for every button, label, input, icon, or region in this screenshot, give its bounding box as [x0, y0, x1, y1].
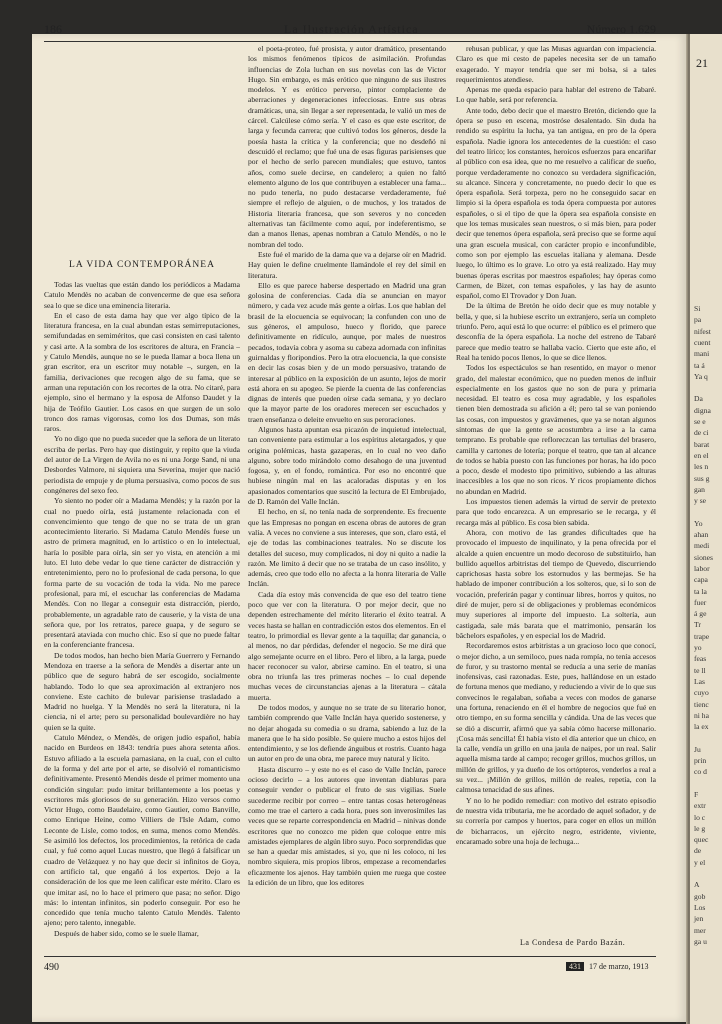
text-column-3 — [456, 44, 656, 938]
next-page-fragment: Ju — [694, 744, 701, 754]
next-page-fragment: mani — [694, 349, 710, 359]
next-page-fragment: F — [694, 789, 699, 799]
header-page-number: 186 — [44, 22, 62, 36]
paragraph: De todos modos, han hecho bien María Guerrero y Fernando Mendoza en traerse a la señora de Mendès a disertar ante un público que de seguro habrá de ser escogido, socialmente hablando. Todo lo que sea aproximación al extranjero nos conviene. Este cachito de bulevar parisiense trasladado a Madrid no huelga. Y la Mendès no será la literatura, ni la ciencia, ni el arte; pero su personalidad boulevardière no hay quien se la quite. — [44, 650, 240, 732]
paragraph: Cada día estoy más convencida de que eso del teatro tiene poco que ver con la literatura. O por mejor decir, que no dependen estrechamente del mérito literario el éxito teatral. A veces hasta se hallan en contradicción estos dos elementos. En el teatro, lo primordial es llevar gente a la taquilla; dar ganancia, o al menos, no dar pérdidas, defender el negocio. Se me dirá que algo semejante ocurre en el libro. Pero el libro, a la larga, puede hacer reconocer su valor, abrirse camino. En el teatro, si una obra no triunfa las tres primeras noches – lo cual depende muchas veces de circunstancias ajenas a la literatura – cátala muerta. — [248, 589, 446, 702]
blank-illustration-area — [44, 50, 240, 260]
next-page-fragment: barat — [694, 439, 710, 449]
next-page-fragment: labor — [694, 563, 710, 573]
paragraph: De la última de Bretón he oído decir que es muy notable y bella, y que, si la hubiese escrito un extranjero, sería un completo triunfo. Pero, aquí está lo que ocurre: el público es el primero que desconfía de la ópera española. La noche del estreno de Tabaré parece que medio teatro se hallaba vacío. Cierto que este año, el Real ha tenido pocos llenos, lo que se dice llenos. — [456, 301, 656, 362]
header-title: La Ilustración Artística — [284, 22, 419, 36]
next-page-fragment: medi — [694, 541, 710, 551]
footer-issue-date — [566, 962, 649, 971]
footer-date: 17 de marzo, 1913 — [589, 962, 649, 971]
next-page-fragment: ga u — [694, 936, 707, 946]
next-page-fragment: Las — [694, 676, 705, 686]
next-page-fragment: siones — [694, 552, 713, 562]
next-page-fragment: cuyo — [694, 688, 709, 698]
paragraph: Ante todo, debo decir que el maestro Bretón, diciendo que la ópera se puso en escena, mostróse desalentado. Sin duda ha rendido su espíritu la lucha, ya tan antigua, en pro de la ópera española. Nadie ignora los antecedentes de la cuestión: el caso del teatro lírico; los constantes, heroicos esfuerzos para encariñar al público con esa idea, que no me resuelvo a calificar de sueño, porque verdaderamente no conozco su verdadera significación, su alcance. Sincera y concretamente, no puedo decir lo que es ópera española. Será torpeza, pero no he conseguido sacar en limpio si la ópera española es toda ópera compuesta por autores españoles, o si el tipo de que la ópera sea española consiste en que los temas musicales sean nuestros, o si más bien, para poder decir que tenemos ópera española, será preciso que se forme aquí una gran escuela musical, con carácter propio e inconfundible, como son por ejemplo las escuelas italiana y alemana. Desde luego, lo último es lo grave. Lo otro ya está realizado. Hay muy buenas óperas escritas por maestros españoles; hay óperas como Carmen, de Bizet, con temas españoles, y las hay de asunto español, como El Trovador y Don Juan. — [456, 105, 656, 301]
next-page-fragment: ni ha — [694, 710, 709, 720]
next-page-fragment: gan — [694, 484, 705, 494]
next-page-fragment: ta la — [694, 586, 707, 596]
next-page-fragment: se e — [694, 417, 706, 426]
section-title: LA VIDA CONTEMPORÁNEA — [69, 260, 215, 270]
footer-page-number: 490 — [44, 962, 59, 973]
next-page-fragment: prin — [694, 756, 707, 765]
next-page-fragment: extr — [694, 801, 706, 811]
next-page-fragment: trape — [694, 631, 710, 641]
next-page-fragment: gob — [694, 891, 706, 901]
paragraph: Yo siento no poder oír a Madama Mendès; y la razón por la cual no puedo oírla, está justamente relacionada con el convencimiento que tengo de que no se trata de un gran acontecimiento literario. Si Madama Catulo Mendès fuese un astro de primera magnitud, en lo artístico o en lo intelectual, haría lo posible para oírla, sin ser yo vista, en atención a mi luto. El luto debe vedar lo que tiene carácter de distracción y entretenimiento, pero no lo profesional de cada persona, lo que forma parte de su vocación de toda la vida. No me parece profesional, para mí, el escuchar las conferencias de Madama Mendès. Con no llegar a conseguir esta distracción, pierdo, probablemente, un agradable rato de causerie, y la vista de una señora que, por los retratos, parece guapa, y de seguro se presentará ataviada con mucho chic. Eso sí que no puede faltar en la conferenciante francesa. — [44, 496, 240, 650]
next-page-fragment: pa — [694, 315, 702, 325]
paragraph: Ello es que parece haberse despertado en Madrid una gran golosina de conferencias. Cada día se anuncian en mayor número, y cada vez acude más gente a oírlas. Los que hablan del brasil de la elocuencia se equivocan; la confunden con uno de sus géneros, el ampuloso, hueco y florido, que parece definitivamente en ridículo, aunque, por males de nuestros pecados, todavía cobra y asoma su cabeza adornada con infinitas guirnaldas y floripondios. Pero la otra elocuencia, la que consiste en decir las cosas bien y de un modo persuasivo, tratando de interesar al público en la exposición de un asunto, lejos de morir está ahora en su apogeo. Se pierde la cuenta de las conferencias dignas de interés que pueden oírse cada semana, y yo declaro que la mayor parte de los oradores merecen ser escuchados y traen enseñanza o deleite envuelto en sus peroraciones. — [248, 280, 446, 424]
next-page-fragment: ta á — [694, 360, 705, 370]
next-page-fragment: y el — [694, 857, 706, 867]
next-page-fragment: feas — [694, 654, 707, 664]
text-column-1 — [44, 280, 240, 954]
paragraph: Todas las vueltas que están dando los periódicos a Madama Catulo Mendès no acaban de convencerme de que esa señora sea lo que se dice una eminencia literaria. — [44, 280, 240, 310]
next-page-fragment: mer — [694, 925, 706, 935]
next-page-fragment: digna — [694, 405, 711, 415]
header-rule — [44, 41, 656, 42]
paragraph: Ahora, con motivo de las grandes dificultades que ha provocado el impuesto de inquilinato, y la pena ofrecida por el alcalde a quien encuentre un modo decoroso de substituirlo, han bullido aquellos arbitristas del tiempo de Quevedo, discurriendo caprichosas hasta sobre los estornudos y las bermejas. Se ha hablado de imponer contribución a los solteros, que, si lo son de vocación, preferirán pagar y continuar libres, horros y quitos, no diré de mujer, pero sí de obligaciones y problemas económicos muy superiores al importe del impuesto. La soltería, aun castigada, sale más barata que el matrimonio, pensarán los bâchelors españoles, y en especial los de Madrid. — [456, 527, 656, 640]
next-page-fragment: Yo — [694, 518, 703, 528]
footer-issue-box: 431 — [566, 962, 584, 971]
next-page-fragment: co d — [694, 767, 707, 777]
paragraph: Y no lo he podido remediar: con motivo del estrato episodio de nuestra vida tributaria, me he acordado de aquel soñador, y de su correría por campos y huertos, para coger en ellos un millón de bicharracos, un ejército negro, estridente, viviente, encaramado sobre una hoja de lechuga... — [456, 795, 656, 846]
next-page-fragment: capa — [694, 575, 708, 585]
header-issue-number: Número 1.629 — [586, 22, 656, 36]
next-page-fragment: Da — [694, 394, 703, 404]
next-page-fragment: fuer — [694, 597, 707, 607]
next-page-fragment: de ci — [694, 428, 709, 438]
next-page-edge — [690, 34, 722, 1024]
next-page-fragment: sus g — [694, 473, 710, 483]
next-page-fragment: jen — [694, 914, 704, 924]
next-page-fragment: yo — [694, 643, 702, 652]
next-page-fragment: quec — [694, 835, 709, 845]
next-page-fragment: de — [694, 846, 702, 856]
paragraph: Yo no digo que no pueda suceder que la señora de un literato escriba de perlas. Pero hay que distinguir, y repito que la viuda del autor de La Virgen de Avila no es ni una Jorge Sand, ni una Desbordes Valmore, ni siquiera una Severina, mujer que nació periodista de empuje y de pluma persuasiva, como pocos de sus congéneres del sexo feo. — [44, 434, 240, 495]
text-column-2 — [248, 44, 446, 954]
next-page-number: 21 — [696, 56, 708, 70]
footer-rule — [44, 956, 656, 957]
next-page-fragment: Si — [694, 304, 701, 313]
next-page-fragment: les n — [694, 462, 709, 472]
paragraph: Catulo Méndez, o Mendès, de origen judío español, había nacido en Burdeos en 1843: tendría pues ahora setenta años. Estuvo afiliado a la escuela parnasiana, en la cual, con el culto de la forma y del arte por el arte, se disolvió el romanticismo definitivamente. Presentó Mendès desde el primer momento una condición singular: pudo imitar brillantemente a los poetas y escritores más gloriosos de su generación. Hizo versos como Victor Hugo, como Baudelaire, como Gautier, como Banville, como Enrique Heine, como Villiers de l'Isle Adam, como Leconte de Lisle, como todos, en suma, menos como Mendès. Se asimiló los defectos, los procedimientos, la retórica de cada cual, y fué como aquel Lucas nuestro, que llegó á falsificar un cuadro de Velázquez y no hay que decir si infinitos de Goya, con artificio tal, que engañó á los expertos. Dejo a la consideración de los que me leen calificar este mérito. Claro es que imitar así, no lo hace el primero que pasa; no señor. Digo más: lo intentan infinitos, sin poderlo conseguir. Por eso he concedido que tenía mucho talento Catulo Mendès. Talento ajeno; pero talento, innegable. — [44, 733, 240, 928]
author-signature: La Condesa de Pardo Bazán. — [520, 938, 626, 947]
paragraph: En el caso de esta dama hay que ver algo típico de la literatura francesa, en la cual abundan estas semirreputaciones, semifundadas en semiméritos, que casi consisten en casi talento y casi arte. A la sombra de los escritores de altura, en Francia – y Catulo Mendès, aunque no se le pueda llamar a boca llena un gran escritor, era un escritor muy notable –, surgen, en la familia, derivaciones que recogen algo de su fama, que se arman una reputación con los recortes de la otra. No citaré, para ejemplo, sino el hermano y la esposa de Alfonso Daudet y la hija de Teófilo Gautier. Los casos en que surgen de un solo tronco dos ramas vigorosas, como los dos Dumas, son más raros. — [44, 310, 240, 434]
paragraph: Algunos hasta apuntan esa picazón de inquietud intelectual, tan conveniente para estimular a los espíritus aletargados, y que origina polémicas, hasta gazaperas, en lo cual no veo daño alguno, sobre todo mirándolo como desahogo de una juventud fogosa, y, en el fondo, romántica. Por eso no encontré que hubiese ningún mal en las acaloradas disputas y en los apasionados comentarios que suscitó la lectura de El Embrujado, de D. Ramón del Valle Inclán. — [248, 424, 446, 507]
running-header — [44, 22, 656, 40]
next-page-fragment: á ge — [694, 609, 707, 619]
next-page-fragment: en el — [694, 450, 709, 460]
paragraph: Recordaremos estos arbitristas a un gracioso loco que conocí, o mejor dicho, a un semiloco, pues nada rompía, no tenía accesos de furor, y su trastorno mental se reducía a una serie de manías inofensivas, casi razonadas. Este, pues, hallándose en un estado de fortuna menos que mediano, y reduciendo a vivir de lo que sus convecinos le regalaban, soñaba a veces con modos de ganarse una fortuna, renaciendo en él el hombre de negocios que fué en otro tiempo, en su forma sencilla y cándida. Una de las veces que se dió a discurrir, afirmó que ya sabía cómo hacerse millonario. ¡Cosa más sencilla! Él había visto el día anterior que un chico, en la calle, vendía un grillo en una jaula de naipes, por un real. Salir aquella misma tarde al campo; recoger grillos, muchos grillos, un millón de grillos, y ya dueño de los ortópteros, venderlos a real a su vez... ¡Millón de grillos, millón de reales, repetía, con la calmosa tenacidad de sus afines. — [456, 641, 656, 795]
next-page-fragment: tienc — [694, 699, 709, 709]
next-page-fragment: ahan — [694, 530, 709, 539]
next-page-fragment: y se — [694, 496, 707, 506]
paragraph: De todos modos, y aunque no se trate de su literario honor, también comprendo que Valle Inclán haya querido sostenerse, y no dejar ahogada su comedia o su drama, sabiendo a luz de la manera que le ha sido posible. Se quiere mucho a estos hijos del entendimiento, y se los defiende ánguibus et rostris. Cuanto haga un autor en pro de una obra, me parece muy natural y lícito. — [248, 703, 446, 764]
next-page-fragment: te ll — [694, 665, 706, 675]
next-page-fragment: Ya q — [694, 371, 708, 381]
paragraph: el poeta-proteo, fué prosista, y autor dramático, presentando los mismos fenómenos típicos de asimilación. Profundas influencias de Zola luchan en sus novelas con las de Victor Hugo. Sin embargo, es más erótico que ninguno de sus ilustres modelos. Y es erótico perverso, pintor complaciente de aberraciones y degeneraciones infecciosas. Entre sus obras dramáticas, una, sin llegar a ser representada, le valió un mes de cárcel. Calcúlese cómo sería. Y el caso es que este escritor, de larga y fecunda carrera; que cultivó todos los géneros, desde la poesía hasta la crítica y la conferencia; que no desdeñó ni descuidó el reclamo; que fué una de esas figuras parisienses que por el hecho de serlo parecen mundiales; que estuvo, tantos años, como suele decirse, en candelero; a quien no faltó elemento alguno de los que contribuyen a establecer una fama... no pudo tenerla, no pudo destacarse verdaderamente, fué siempre el reflejo de alguien, o de muchos, y los tratados de Historia literaria francesa, que son severos y no conceden alternativas tan fácilmente como aquí, por indeferentismo, se dan a manos llenas, apenas nombran a Catulo Mendès, o no le nombran del todo. — [248, 44, 446, 249]
paragraph: rehusan publicar, y que las Musas aguardan con impaciencia. Claro es que mi cesto de papeles necesita ser de un tamaño exagerado. Y mayor tendría que ser mi bolsa, si a tales requerimientos atendiese. — [456, 44, 656, 84]
paragraph: Los impuestos tienen además la virtud de servir de pretexto para que todo encarezca. A un empresario se le recarga, y él recarga más al público. Es cosa bien sabida. — [456, 497, 656, 527]
next-page-fragment: lo c — [694, 812, 706, 822]
next-page-fragment: le g — [694, 823, 706, 833]
next-page-fragment: Tr — [694, 620, 701, 630]
paragraph: El hecho, en sí, no tenía nada de sorprendente. Es frecuente que las Empresas no pongan en escena obras de autores de gran valía. A veces no conviene a sus intereses, que son, claro está, el eje de todas las combinaciones teatrales. No se discute los detalles del suceso, muy complicados, ni doy ni quito a nadie la razón. Me limito á decir que no se trataba de un caso insólito, y además, creo que todo ello no afecta a la honra literaria de Valle Inclán. — [248, 507, 446, 589]
next-page-fragment: nifest — [694, 326, 711, 336]
next-page-fragment: Los — [694, 902, 706, 912]
paragraph: Este fué el marido de la dama que va a dejarse oír en Madrid. Hay quien le define cruelmente llamándole el rey del símil en literatura. — [248, 249, 446, 280]
paragraph: Apenas me queda espacio para hablar del estreno de Tabaré. Lo que hable, será por referencia. — [456, 85, 656, 105]
paragraph: Después de haber sido, como se le suele llamar, — [54, 928, 199, 938]
paragraph: Todos los espectáculos se han resentido, en mayor o menor grado, del malestar económico, que no pueden menos de influir especialmente en los gastos que no son de pura y primaria necesidad. El teatro es cosa muy agradable, y los españoles tienen bien demostrada su afición a él; pero tal se van poniendo las cosas, con impuestos y gravámenes, que ya se notan algunos síntomas de que la gente se acostumbra a irse a la cama temprano. Es probable que refloreczcan las tertulias del brasero, camilla y cartones de lotería; porque el teatro, que tan al alcance de todos se había puesto con las funciones por horas, ha ido poco a poco, desde el modesto tipo primitivo, subiendo a las alturas inaccesibles a los que no son ricos. Y ricos propiamente dichos no abundan en Madrid. — [456, 363, 656, 496]
paragraph: Hasta discurro – y este no es el caso de Valle Inclán, parece ocioso decirlo – a los autores que inventan diabluras para conseguir vender o publicar el fruto de sus vigilias. Suele sucederme recibir por correo – entre tantas cosas heterogéneas como me trae el cartero a cada hora, pues son inverosímiles las veces que se reparte correspondencia en Madrid – ninivas donde escritores que no conozco me piden que coloque entre mis amistades ejemplares de algún libro suyo. Poco sorprendidas que se han a quedar mis amistades, si yo, que ni les coloco, ni les nombro siquiera, mis propios libros, empezase a recomendarles eficazmente los ajenos. Hay también quien me ruega que costee la edición de un libro, que los editores — [248, 764, 446, 888]
next-page-fragment: la ex — [694, 722, 709, 732]
next-page-fragment: cuent — [694, 337, 711, 347]
next-page-fragment: A — [694, 880, 700, 890]
